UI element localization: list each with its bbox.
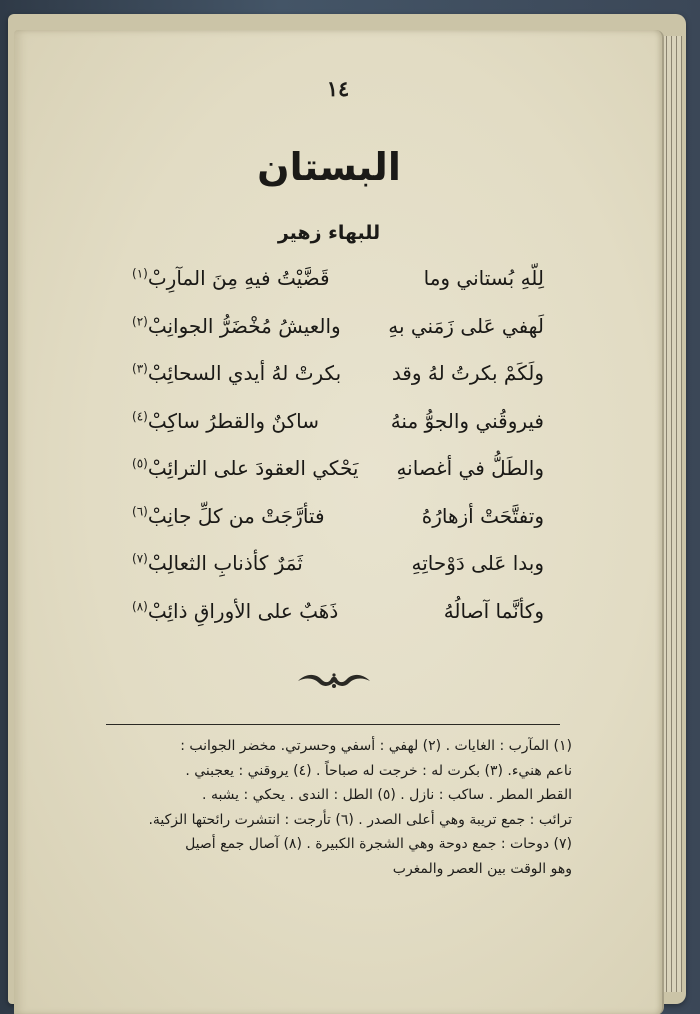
verse-second-hemistich (132, 599, 338, 623)
ornament-divider-icon (294, 670, 374, 692)
verse-second-text: ثَمَرٌ كأذنابِ الثعالِبْ (147, 551, 303, 575)
footnote-marker: (٨) (132, 598, 148, 613)
verse (132, 504, 544, 552)
verse-second-hemistich (132, 266, 330, 290)
footnote-marker: (١) (132, 266, 148, 281)
verse (132, 599, 544, 647)
footnotes (102, 734, 572, 881)
verse (132, 551, 544, 599)
verse (132, 409, 544, 457)
verse (132, 361, 544, 409)
verse-second-text: بكرتْ لهُ أيدي السحائِبْ (147, 361, 342, 385)
footnote-divider (106, 724, 560, 725)
verse-second-hemistich (132, 504, 325, 528)
footnote-line: ترائب : جمع تريبة وهي أعلى الصدر . (٦) تأرجت : انتشرت رائحتها الزكية. (148, 811, 572, 828)
verse-first-hemistich: فيروقُني والجوُّ منهُ (390, 408, 544, 433)
footnote-line: وهو الوقت بين العصر والمغرب (392, 860, 572, 877)
poem-title: البستان (257, 145, 401, 189)
footnote-marker: (٧) (132, 551, 148, 566)
verse-second-text: يَحْكي العقودَ على الترائِبْ (147, 456, 359, 480)
verse-first-hemistich: وبدا عَلى دَوْحاتِهِ (411, 551, 544, 575)
verse-second-hemistich (132, 409, 319, 433)
footnote-line: (١) المآرب : الغايات . (٢) لهفي : أسفي وحسرتي. مخضر الجوانب : (180, 738, 572, 754)
verse-second-text: والعيشُ مُخْضَرُّ الجوانِبْ (147, 313, 341, 338)
verse-first-hemistich: وكأنَّما آصالُهُ (443, 598, 544, 623)
footnote-line: القطر المطر . ساكب : نازل . (٥) الطل : الندى . يحكي : يشبه . (202, 787, 572, 803)
footnote-line: (٧) دوحات : جمع دوحة وهي الشجرة الكبيرة . (٨) آصال جمع أصيل (185, 836, 572, 852)
verse-second-text: ذَهَبٌ على الأوراقِ ذائِبْ (147, 598, 339, 623)
verse-second-text: فتأرَّجَتْ من كلِّ جانِبْ (147, 503, 325, 528)
verse (132, 456, 544, 504)
verse (132, 314, 544, 362)
verse-second-hemistich (132, 551, 303, 575)
verse-first-hemistich: لِلّهِ بُستاني وما (423, 266, 544, 290)
verse-second-hemistich (132, 314, 341, 338)
page-edge (677, 36, 682, 992)
poem-author: للبهاء زهير (277, 222, 381, 244)
poem-verses (132, 266, 544, 646)
book-page (14, 30, 664, 1014)
page-number: ١٤ (326, 76, 350, 101)
verse-second-hemistich (132, 361, 341, 385)
verse (132, 266, 544, 314)
book-page-stack (8, 14, 686, 1004)
verse-first-hemistich: لَهفي عَلى زَمَني بهِ (388, 313, 544, 338)
verse-first-hemistich: وتفتَّحَتْ أزهارُهُ (421, 503, 544, 528)
verse-second-text: قَضَّيْتُ فيهِ مِنَ المآرِبْ (147, 266, 330, 290)
footnote-marker: (٢) (132, 313, 148, 328)
verse-second-hemistich (132, 456, 358, 480)
verse-first-hemistich: ولَكَمْ بكرتُ لهُ وقد (391, 361, 544, 385)
footnote-marker: (٤) (132, 408, 148, 423)
footnote-marker: (٣) (132, 361, 148, 376)
verse-first-hemistich: والطَلُّ في أغصانهِ (396, 456, 544, 480)
footnote-marker: (٥) (132, 456, 148, 471)
footnote-marker: (٦) (132, 503, 148, 518)
verse-second-text: ساكنٌ والقطرُ ساكِبْ (147, 408, 320, 433)
footnote-line: ناعم هنيء. (٣) بكرت له : خرجت له صباحاً . (٤) يروقني : يعجبني . (185, 762, 572, 779)
